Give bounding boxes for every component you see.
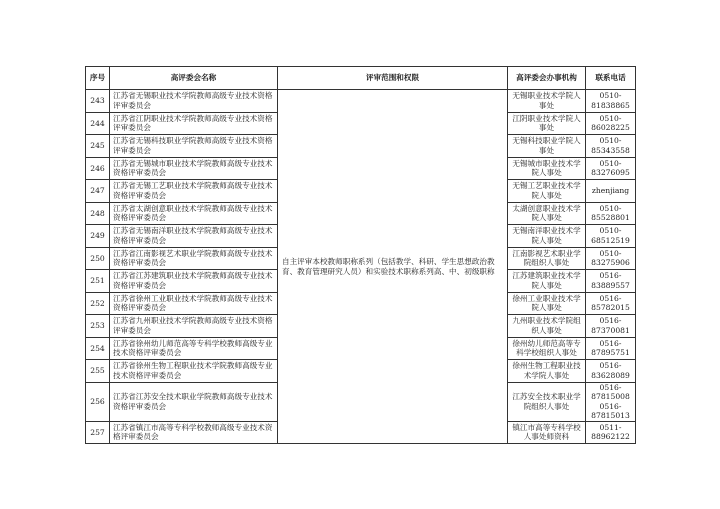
table-header-row	[86, 67, 636, 90]
cell-name: 江苏省江苏安全技术职业学院教师高级专业技术资格评审委员会	[110, 382, 278, 421]
cell-name: 江苏省江苏建筑职业技术学院教师高级专业技术资格评审委员会	[110, 270, 278, 293]
cell-office: 江苏建筑职业技术学院人事处	[508, 270, 586, 293]
cell-seq: 245	[86, 135, 110, 158]
cell-name: 江苏省徐州工业职业技术学院教师高级专业技术资格评审委员会	[110, 292, 278, 315]
cell-phone: 0511-88962122	[586, 421, 636, 444]
cell-office: 太湖创意职业技术学院人事处	[508, 202, 586, 225]
cell-seq: 243	[86, 90, 110, 113]
cell-scope: 自主评审本校教师职称系列（包括教学、科研、学生思想政治教育、教育管理研究人员）和实验技术职称系列高、中、初级职称	[278, 90, 508, 444]
cell-seq: 253	[86, 315, 110, 338]
cell-name: 江苏省太湖创意职业技术学院教师高级专业技术资格评审委员会	[110, 202, 278, 225]
cell-office: 镇江市高等专科学校人事处师资科	[508, 421, 586, 444]
cell-phone: 0510-83275906	[586, 247, 636, 270]
cell-office: 无锡科技职业学院人事处	[508, 135, 586, 158]
table-row	[86, 90, 636, 113]
cell-seq: 244	[86, 112, 110, 135]
cell-name: 江苏省徐州幼儿师范高等专科学校教师高级专业技术资格评审委员会	[110, 337, 278, 360]
cell-seq: 251	[86, 270, 110, 293]
cell-phone: zhenjiang	[586, 180, 636, 203]
cell-phone: 0510-85528801	[586, 202, 636, 225]
cell-phone: 0510-68512519	[586, 225, 636, 248]
cell-seq: 252	[86, 292, 110, 315]
cell-office: 徐州幼儿师范高等专科学校组织人事处	[508, 337, 586, 360]
cell-phone: 0516-83889557	[586, 270, 636, 293]
cell-seq: 248	[86, 202, 110, 225]
header-scope: 评审范围和权限	[278, 67, 508, 90]
cell-office: 九州职业技术学院组织人事处	[508, 315, 586, 338]
header-phone: 联系电话	[586, 67, 636, 90]
cell-office: 江苏安全技术职业学院组织人事处	[508, 382, 586, 421]
cell-name: 江苏省江阴职业技术学院教师高级专业技术资格评审委员会	[110, 112, 278, 135]
cell-phone: 0510-83276095	[586, 157, 636, 180]
cell-phone: 0516-85782015	[586, 292, 636, 315]
cell-office: 徐州生物工程职业技术学院人事处	[508, 360, 586, 383]
cell-office: 无锡职业技术学院人事处	[508, 90, 586, 113]
cell-office: 徐州工业职业技术学院人事处	[508, 292, 586, 315]
document-page	[85, 66, 635, 444]
header-name: 高评委会名称	[110, 67, 278, 90]
cell-name: 江苏省无锡城市职业技术学院教师高级专业技术资格评审委员会	[110, 157, 278, 180]
committee-table	[85, 66, 636, 444]
cell-phone: 0516-83628089	[586, 360, 636, 383]
cell-name: 江苏省镇江市高等专科学校教师高级专业技术资格评审委员会	[110, 421, 278, 444]
cell-office: 江南影视艺术职业学院组织人事处	[508, 247, 586, 270]
cell-seq: 250	[86, 247, 110, 270]
cell-phone: 0516-87370081	[586, 315, 636, 338]
cell-office: 无锡南洋职业技术学院人事处	[508, 225, 586, 248]
cell-name: 江苏省无锡南洋职业技术学院教师高级专业技术资格评审委员会	[110, 225, 278, 248]
cell-name: 江苏省无锡职业技术学院教师高级专业技术资格评审委员会	[110, 90, 278, 113]
cell-seq: 257	[86, 421, 110, 444]
cell-office: 江阴职业技术学院人事处	[508, 112, 586, 135]
cell-phone: 0516-87895751	[586, 337, 636, 360]
cell-phone: 0516-87815008 0516-87815013	[586, 382, 636, 421]
cell-seq: 254	[86, 337, 110, 360]
cell-phone: 0510-85343558	[586, 135, 636, 158]
cell-name: 江苏省无锡工艺职业技术学院教师高级专业技术资格评审委员会	[110, 180, 278, 203]
cell-phone: 0510-86028225	[586, 112, 636, 135]
cell-phone: 0510-81838865	[586, 90, 636, 113]
header-seq: 序号	[86, 67, 110, 90]
cell-name: 江苏省无锡科技职业学院教师高级专业技术资格评审委员会	[110, 135, 278, 158]
cell-seq: 246	[86, 157, 110, 180]
cell-name: 江苏省徐州生物工程职业技术学院教师高级专业技术资格评审委员会	[110, 360, 278, 383]
cell-name: 江苏省九州职业技术学院教师高级专业技术资格评审委员会	[110, 315, 278, 338]
cell-seq: 247	[86, 180, 110, 203]
cell-office: 无锡城市职业技术学院人事处	[508, 157, 586, 180]
header-office: 高评委会办事机构	[508, 67, 586, 90]
cell-seq: 249	[86, 225, 110, 248]
cell-name: 江苏省江南影视艺术职业学院教师高级专业技术资格评审委员会	[110, 247, 278, 270]
cell-seq: 256	[86, 382, 110, 421]
cell-office: 无锡工艺职业技术学院人事处	[508, 180, 586, 203]
cell-seq: 255	[86, 360, 110, 383]
